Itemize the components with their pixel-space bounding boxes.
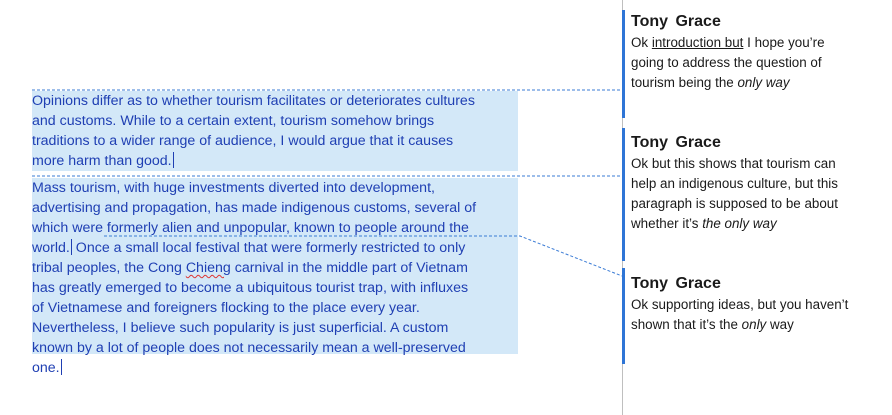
paragraph-line-text: carnival in the middle part of Vietnam — [230, 260, 468, 276]
comment-line: Ok supporting ideas, but you haven’t — [631, 297, 849, 312]
paragraph-line-text: Once a small local festival that were formerly restricted to only — [71, 240, 466, 256]
comment-text: shown that it’s the — [631, 317, 742, 332]
paragraph-line: traditions to a wider range of audience, I would argue that it causes — [32, 133, 454, 149]
comment-author: Tony Grace — [631, 134, 721, 151]
comment-author: Tony Grace — [631, 275, 721, 292]
spelling-error-word[interactable]: Chieng — [185, 260, 231, 276]
comment-line — [631, 315, 889, 335]
paragraph-line: known by a lot of people does not necessarily mean a well-preserved — [32, 340, 466, 356]
comment-line: going to address the question of — [631, 55, 822, 70]
paragraph-line-text: more harm than good. — [32, 153, 172, 169]
comment-2[interactable] — [631, 133, 889, 234]
comment-italic-text: only way — [737, 75, 790, 90]
comment-connector-3 — [104, 236, 622, 276]
comment-text: whether it’s — [631, 216, 703, 231]
comment-body — [631, 154, 889, 234]
comment-underlined-text: introduction but — [651, 35, 744, 50]
comment-author: Tony Grace — [631, 13, 721, 30]
comment-line: Ok but this shows that tourism can — [631, 156, 836, 171]
paragraph-line: Nevertheless, I believe such popularity is just superficial. A custom — [32, 320, 449, 336]
comment-bar-2 — [622, 128, 625, 261]
paragraph-line: which were formerly alien and unpopular, known to people around the — [32, 220, 469, 236]
comment-bar-1 — [622, 10, 625, 118]
paragraph-line: Opinions differ as to whether tourism facilitates or deteriorates cultures — [32, 93, 475, 109]
comment-italic-text: the only way — [702, 216, 777, 231]
comment-body — [631, 33, 889, 93]
paragraph-line: Mass tourism, with huge investments diverted into development, — [32, 180, 435, 196]
comment-line: paragraph is supposed to be about — [631, 196, 838, 211]
comment-text: way — [766, 317, 794, 332]
comment-body — [631, 295, 889, 335]
comment-bar-3 — [622, 268, 625, 364]
comment-line: help an indigenous culture, but this — [631, 176, 838, 191]
comment-line — [631, 214, 889, 234]
paragraph-line: of Vietnamese and foreigners flocking to the place every year. — [32, 300, 420, 316]
comment-text: tourism being the — [631, 75, 738, 90]
comment-line — [631, 73, 889, 93]
paragraph-line: advertising and propagation, has made indigenous customs, several of — [32, 200, 477, 216]
comment-line — [631, 33, 889, 53]
paragraph-line-text: world. — [32, 240, 70, 256]
paragraph-line-text: tribal peoples, the Cong — [32, 260, 186, 276]
paragraph-line: has greatly emerged to become a ubiquitous tourist trap, with influxes — [32, 280, 469, 296]
comment-1[interactable] — [631, 12, 889, 93]
paragraph-line-text: one. — [32, 360, 60, 376]
comment-3[interactable] — [631, 274, 889, 335]
comment-italic-text: only — [741, 317, 767, 332]
comment-text: I hope you’re — [743, 35, 825, 50]
comment-text: Ok — [631, 35, 652, 50]
paragraph-line: and customs. While to a certain extent, tourism somehow brings — [32, 113, 435, 129]
